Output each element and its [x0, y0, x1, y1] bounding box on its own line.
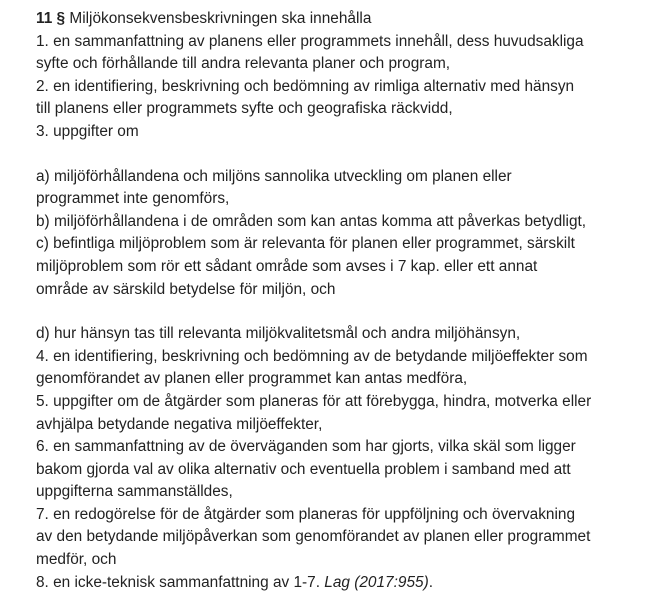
section-number: 11 § — [36, 10, 66, 27]
list-item: 4. en identifiering, beskrivning och bedömning av de betydande miljöeffekter som — [36, 347, 588, 365]
final-item — [36, 572, 636, 594]
list-item: avhjälpa betydande negativa miljöeffekter, — [36, 415, 323, 433]
section-title: Miljökonsekvensbeskrivningen ska innehålla — [65, 10, 372, 27]
list-item: medför, och — [36, 551, 117, 569]
law-text — [36, 8, 636, 594]
sub-item: område av särskild betydelse för miljön, och — [36, 280, 336, 298]
list-item: uppgifterna sammanställdes, — [36, 483, 233, 501]
list-item: av den betydande miljöpåverkan som genomförandet av planen eller programmet — [36, 528, 591, 546]
list-item: bakom gjorda val av olika alternativ och eventuella problem i samband med att — [36, 460, 571, 478]
final-item-text: 8. en icke-teknisk sammanfattning av 1-7. — [36, 573, 325, 591]
list-item: 2. en identifiering, beskrivning och bedömning av rimliga alternativ med hänsyn — [36, 77, 575, 95]
paragraph-gap — [36, 144, 636, 166]
section-heading — [36, 8, 636, 31]
list-item: genomförandet av planen eller programmet kan antas medföra, — [36, 370, 468, 388]
list-item: 1. en sammanfattning av planens eller programmets innehåll, dess huvudsakliga — [36, 32, 584, 50]
list-item: d) hur hänsyn tas till relevanta miljökvalitetsmål och andra miljöhänsyn, — [36, 325, 521, 343]
sub-item: a) miljöförhållandena och miljöns sannolika utveckling om planen eller — [36, 167, 512, 185]
sub-item: programmet inte genomförs, — [36, 190, 230, 208]
list-item: 3. uppgifter om — [36, 122, 139, 140]
list-item: 5. uppgifter om de åtgärder som planeras för att förebygga, hindra, motverka eller — [36, 392, 592, 410]
list-item: till planens eller programmets syfte och geografiska räckvidd, — [36, 100, 453, 118]
sub-item: miljöproblem som rör ett sådant område som avses i 7 kap. eller ett annat — [36, 257, 538, 275]
list-item: 6. en sammanfattning av de överväganden som har gjorts, vilka skäl som ligger — [36, 438, 576, 456]
list-item: syfte och förhållande till andra relevanta planer och program, — [36, 55, 451, 73]
law-reference: Lag (2017:955) — [324, 573, 429, 591]
paragraph-gap — [36, 301, 636, 323]
final-period: . — [428, 573, 433, 591]
sub-item: b) miljöförhållandena i de områden som kan antas komma att påverkas betydligt, — [36, 212, 587, 230]
sub-item: c) befintliga miljöproblem som är relevanta för planen eller programmet, särskilt — [36, 235, 575, 253]
list-item: 7. en redogörelse för de åtgärder som planeras för uppföljning och övervakning — [36, 505, 576, 523]
